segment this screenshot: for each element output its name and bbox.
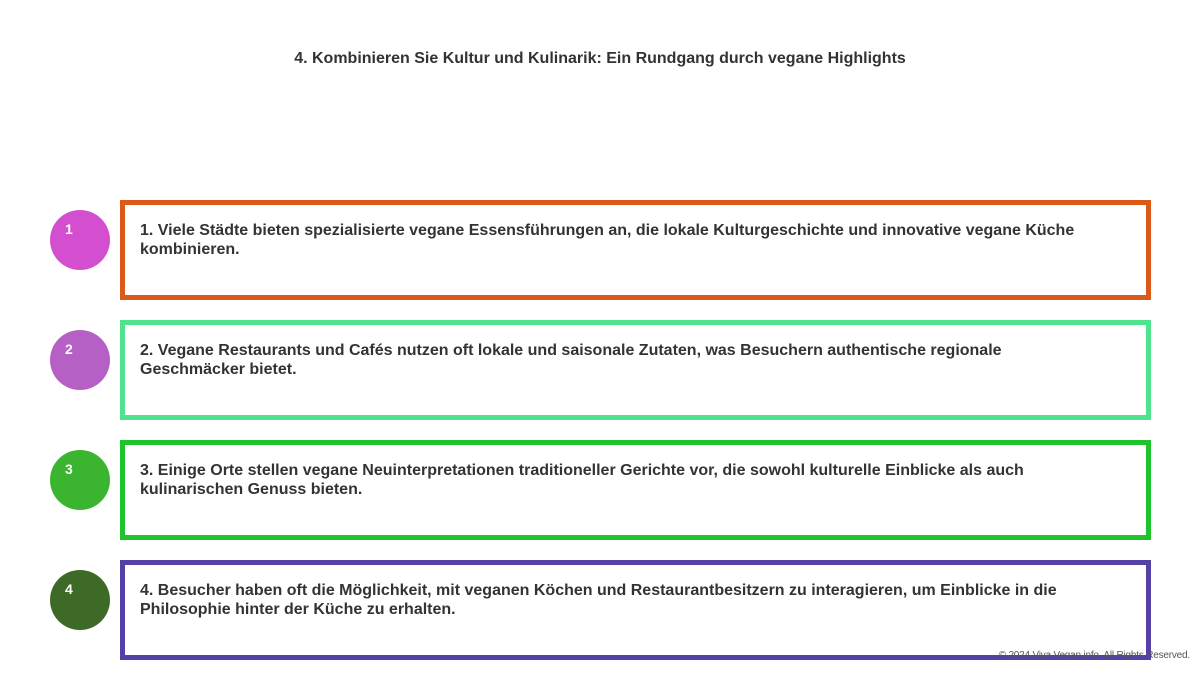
step-3-circle — [50, 450, 110, 510]
step-4-text: 4. Besucher haben oft die Möglichkeit, mit veganen Köchen und Restaurantbesitzern zu interagieren, um Einblicke in die Philosophie hinter der Küche zu erhalten. — [140, 582, 1057, 618]
step-1-card — [120, 200, 1151, 300]
step-1-number: 1 — [65, 221, 73, 237]
step-4-circle — [50, 570, 110, 630]
step-1-text: 1. Viele Städte bieten spezialisierte vegane Essensführungen an, die lokale Kulturgeschichte und innovative vegane Küche kombinieren. — [140, 222, 1075, 258]
step-3-card — [120, 440, 1151, 540]
step-2-circle — [50, 330, 110, 390]
step-1-circle — [50, 210, 110, 270]
step-2-card — [120, 320, 1151, 420]
copyright-footer: © 2024 Viva Vegan info. All Rights Reserved. — [998, 650, 1190, 661]
step-4-number: 4 — [65, 581, 73, 597]
page-title: 4. Kombinieren Sie Kultur und Kulinarik: Ein Rundgang durch vegane Highlights — [294, 50, 906, 67]
step-2-text: 2. Vegane Restaurants und Cafés nutzen oft lokale und saisonale Zutaten, was Besuchern authentische regionale Geschmäcker bietet. — [140, 342, 1002, 378]
step-4-card — [120, 560, 1151, 660]
step-3-number: 3 — [65, 461, 73, 477]
step-2-number: 2 — [65, 341, 73, 357]
step-3-text: 3. Einige Orte stellen vegane Neuinterpretationen traditioneller Gerichte vor, die sowohl kulturelle Einblicke als auch kulinarischen Genuss bieten. — [140, 462, 1024, 498]
